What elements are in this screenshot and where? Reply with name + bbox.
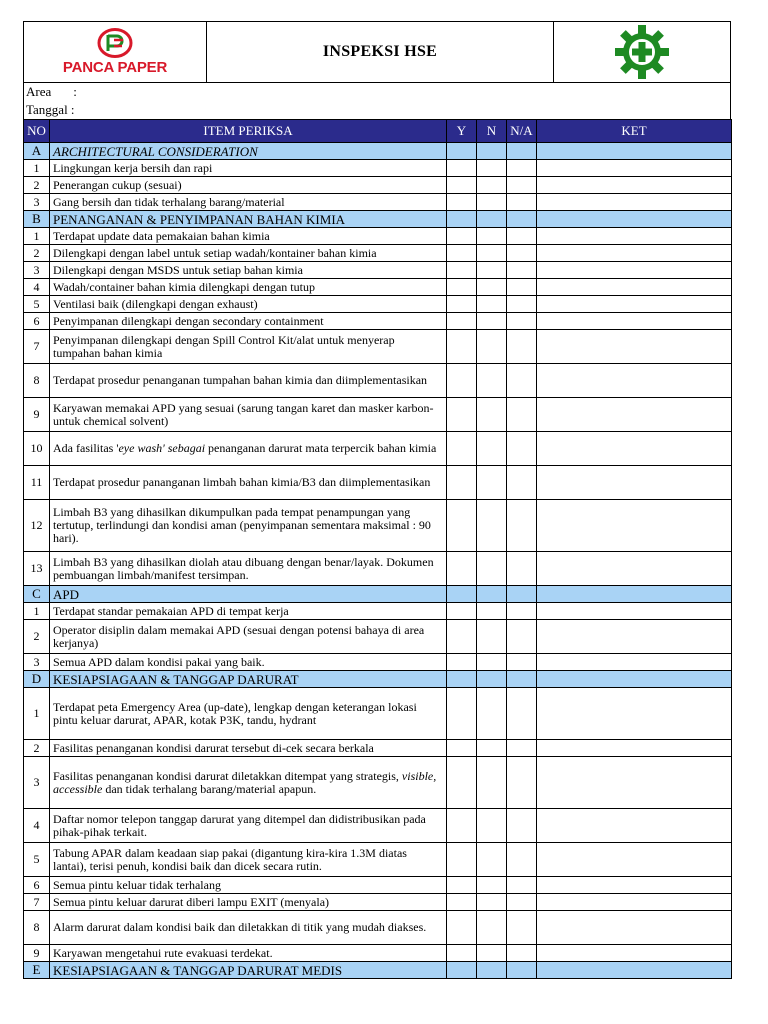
remarks-cell[interactable] xyxy=(537,364,732,398)
check-yes-cell[interactable] xyxy=(447,466,477,500)
check-na-cell[interactable] xyxy=(507,296,537,313)
table-row xyxy=(24,432,732,466)
item-number: 12 xyxy=(24,500,50,552)
check-na-cell[interactable] xyxy=(507,177,537,194)
check-na-cell[interactable] xyxy=(507,500,537,552)
check-no-cell[interactable] xyxy=(477,500,507,552)
section-cell-y xyxy=(447,211,477,228)
check-na-cell[interactable] xyxy=(507,330,537,364)
item-text: Semua APD dalam kondisi pakai yang baik. xyxy=(50,654,447,671)
item-text: Terdapat update data pemakaian bahan kimia xyxy=(50,228,447,245)
check-yes-cell[interactable] xyxy=(447,603,477,620)
table-row xyxy=(24,364,732,398)
item-number: 1 xyxy=(24,688,50,740)
check-no-cell[interactable] xyxy=(477,330,507,364)
check-no-cell[interactable] xyxy=(477,552,507,586)
remarks-cell[interactable] xyxy=(537,245,732,262)
section-cell-y xyxy=(447,143,477,160)
item-number: 13 xyxy=(24,552,50,586)
remarks-cell[interactable] xyxy=(537,279,732,296)
check-no-cell[interactable] xyxy=(477,911,507,945)
item-text-emphasis: visible, accessible xyxy=(53,768,437,796)
item-text xyxy=(50,757,447,809)
remarks-cell[interactable] xyxy=(537,603,732,620)
check-no-cell[interactable] xyxy=(477,432,507,466)
section-cell-na xyxy=(507,586,537,603)
section-cell-na xyxy=(507,211,537,228)
check-na-cell[interactable] xyxy=(507,552,537,586)
check-no-cell[interactable] xyxy=(477,296,507,313)
item-text xyxy=(50,432,447,466)
remarks-cell[interactable] xyxy=(537,228,732,245)
item-number: 9 xyxy=(24,398,50,432)
check-yes-cell[interactable] xyxy=(447,654,477,671)
item-text: Daftar nomor telepon tanggap darurat yang ditempel dan didistribusikan pada pihak-pihak terkait. xyxy=(50,809,447,843)
item-text-part: penanganan darurat mata terpercik bahan kimia xyxy=(205,441,437,455)
section-code: B xyxy=(24,211,50,228)
table-row xyxy=(24,654,732,671)
section-row xyxy=(24,143,732,160)
check-yes-cell[interactable] xyxy=(447,398,477,432)
check-na-cell[interactable] xyxy=(507,809,537,843)
item-text: Limbah B3 yang dihasilkan dikumpulkan pada tempat penampungan yang tertutup, terlindungi dan kondisi aman (penyimpanan sementara maksimal : 90 hari). xyxy=(50,500,447,552)
check-na-cell[interactable] xyxy=(507,398,537,432)
check-yes-cell[interactable] xyxy=(447,843,477,877)
check-yes-cell[interactable] xyxy=(447,552,477,586)
section-cell-n xyxy=(477,211,507,228)
item-text: Semua pintu keluar tidak terhalang xyxy=(50,877,447,894)
check-no-cell[interactable] xyxy=(477,228,507,245)
item-number: 5 xyxy=(24,296,50,313)
col-ket: KET xyxy=(537,120,732,143)
check-no-cell[interactable] xyxy=(477,843,507,877)
k3-safety-cross-gear-icon xyxy=(612,24,672,80)
section-code: E xyxy=(24,962,50,979)
table-row xyxy=(24,194,732,211)
item-number: 4 xyxy=(24,279,50,296)
item-text: Karyawan memakai APD yang sesuai (sarung tangan karet dan masker karbon-untuk chemical solvent) xyxy=(50,398,447,432)
section-code: A xyxy=(24,143,50,160)
check-yes-cell[interactable] xyxy=(447,894,477,911)
check-no-cell[interactable] xyxy=(477,466,507,500)
check-yes-cell[interactable] xyxy=(447,330,477,364)
check-yes-cell[interactable] xyxy=(447,177,477,194)
check-no-cell[interactable] xyxy=(477,177,507,194)
check-na-cell[interactable] xyxy=(507,228,537,245)
item-number: 8 xyxy=(24,911,50,945)
check-na-cell[interactable] xyxy=(507,262,537,279)
check-na-cell[interactable] xyxy=(507,466,537,500)
section-title: KESIAPSIAGAAN & TANGGAP DARURAT xyxy=(50,671,447,688)
table-row xyxy=(24,911,732,945)
section-row xyxy=(24,962,732,979)
check-yes-cell[interactable] xyxy=(447,432,477,466)
table-row xyxy=(24,160,732,177)
col-na: N/A xyxy=(507,120,537,143)
section-cell-ket xyxy=(537,671,732,688)
check-no-cell[interactable] xyxy=(477,364,507,398)
check-yes-cell[interactable] xyxy=(447,809,477,843)
safety-mark xyxy=(554,22,730,82)
item-number: 4 xyxy=(24,809,50,843)
item-number: 8 xyxy=(24,364,50,398)
check-na-cell[interactable] xyxy=(507,364,537,398)
section-cell-n xyxy=(477,143,507,160)
item-number: 3 xyxy=(24,194,50,211)
check-yes-cell[interactable] xyxy=(447,228,477,245)
check-no-cell[interactable] xyxy=(477,262,507,279)
table-row xyxy=(24,757,732,809)
section-row xyxy=(24,586,732,603)
check-yes-cell[interactable] xyxy=(447,194,477,211)
section-cell-ket xyxy=(537,586,732,603)
item-text: Tabung APAR dalam keadaan siap pakai (digantung kira-kira 1.3M diatas lantai), terisi penuh, kondisi baik dan dicek secara rutin. xyxy=(50,843,447,877)
item-number: 6 xyxy=(24,313,50,330)
section-cell-n xyxy=(477,586,507,603)
remarks-cell[interactable] xyxy=(537,160,732,177)
table-row xyxy=(24,296,732,313)
check-no-cell[interactable] xyxy=(477,688,507,740)
col-no: NO xyxy=(24,120,50,143)
item-text: Gang bersih dan tidak terhalang barang/material xyxy=(50,194,447,211)
table-row xyxy=(24,877,732,894)
item-number: 11 xyxy=(24,466,50,500)
check-na-cell[interactable] xyxy=(507,432,537,466)
remarks-cell[interactable] xyxy=(537,911,732,945)
item-text: Lingkungan kerja bersih dan rapi xyxy=(50,160,447,177)
remarks-cell[interactable] xyxy=(537,398,732,432)
check-no-cell[interactable] xyxy=(477,740,507,757)
date-label: Tanggal : xyxy=(26,102,75,117)
remarks-cell[interactable] xyxy=(537,894,732,911)
check-no-cell[interactable] xyxy=(477,194,507,211)
item-text: Karyawan mengetahui rute evakuasi terdekat. xyxy=(50,945,447,962)
check-yes-cell[interactable] xyxy=(447,740,477,757)
check-na-cell[interactable] xyxy=(507,945,537,962)
section-cell-n xyxy=(477,962,507,979)
item-number: 7 xyxy=(24,330,50,364)
check-yes-cell[interactable] xyxy=(447,279,477,296)
section-title: APD xyxy=(50,586,447,603)
item-text: Terdapat prosedur pananganan limbah bahan kimia/B3 dan diimplementasikan xyxy=(50,466,447,500)
check-no-cell[interactable] xyxy=(477,877,507,894)
remarks-cell[interactable] xyxy=(537,313,732,330)
form-title: INSPEKSI HSE xyxy=(207,22,554,82)
area-label: Area xyxy=(26,84,52,99)
check-no-cell[interactable] xyxy=(477,654,507,671)
check-na-cell[interactable] xyxy=(507,843,537,877)
item-number: 3 xyxy=(24,654,50,671)
date-line[interactable] xyxy=(26,101,730,119)
table-row xyxy=(24,620,732,654)
section-cell-ket xyxy=(537,211,732,228)
check-yes-cell[interactable] xyxy=(447,911,477,945)
area-colon: : xyxy=(73,84,77,99)
check-yes-cell[interactable] xyxy=(447,620,477,654)
item-text-part: Ada fasilitas ' xyxy=(53,441,119,455)
check-yes-cell[interactable] xyxy=(447,262,477,279)
remarks-cell[interactable] xyxy=(537,194,732,211)
company-logo xyxy=(24,22,207,82)
check-yes-cell[interactable] xyxy=(447,160,477,177)
col-y: Y xyxy=(447,120,477,143)
table-row xyxy=(24,843,732,877)
table-row xyxy=(24,398,732,432)
item-text: Alarm darurat dalam kondisi baik dan diletakkan di titik yang mudah diakses. xyxy=(50,911,447,945)
check-na-cell[interactable] xyxy=(507,245,537,262)
table-row xyxy=(24,500,732,552)
item-number: 10 xyxy=(24,432,50,466)
item-number: 5 xyxy=(24,843,50,877)
check-na-cell[interactable] xyxy=(507,620,537,654)
table-row xyxy=(24,228,732,245)
check-yes-cell[interactable] xyxy=(447,688,477,740)
remarks-cell[interactable] xyxy=(537,177,732,194)
section-cell-y xyxy=(447,962,477,979)
remarks-cell[interactable] xyxy=(537,620,732,654)
check-no-cell[interactable] xyxy=(477,279,507,296)
check-na-cell[interactable] xyxy=(507,603,537,620)
item-text: Operator disiplin dalam memakai APD (sesuai dengan potensi bahaya di area kerjanya) xyxy=(50,620,447,654)
remarks-cell[interactable] xyxy=(537,945,732,962)
section-title: KESIAPSIAGAAN & TANGGAP DARURAT MEDIS xyxy=(50,962,447,979)
table-row xyxy=(24,262,732,279)
section-cell-y xyxy=(447,671,477,688)
table-row xyxy=(24,177,732,194)
table-row xyxy=(24,552,732,586)
check-yes-cell[interactable] xyxy=(447,757,477,809)
inspection-sheet xyxy=(23,21,731,979)
item-text: Terdapat prosedur penanganan tumpahan bahan kimia dan diimplementasikan xyxy=(50,364,447,398)
remarks-cell[interactable] xyxy=(537,688,732,740)
remarks-cell[interactable] xyxy=(537,432,732,466)
check-na-cell[interactable] xyxy=(507,877,537,894)
item-text: Penerangan cukup (sesuai) xyxy=(50,177,447,194)
item-text: Limbah B3 yang dihasilkan diolah atau dibuang dengan benar/layak. Dokumen pembuangan limbah/manifest tersimpan. xyxy=(50,552,447,586)
brand-name: PANCA PAPER xyxy=(62,59,168,76)
item-text: Penyimpanan dilengkapi dengan Spill Control Kit/alat untuk menyerap tumpahan bahan kimia xyxy=(50,330,447,364)
item-number: 3 xyxy=(24,262,50,279)
check-yes-cell[interactable] xyxy=(447,877,477,894)
table-row xyxy=(24,809,732,843)
check-no-cell[interactable] xyxy=(477,757,507,809)
section-cell-na xyxy=(507,962,537,979)
remarks-cell[interactable] xyxy=(537,757,732,809)
check-na-cell[interactable] xyxy=(507,654,537,671)
check-na-cell[interactable] xyxy=(507,757,537,809)
table-row xyxy=(24,313,732,330)
remarks-cell[interactable] xyxy=(537,877,732,894)
item-number: 1 xyxy=(24,228,50,245)
check-no-cell[interactable] xyxy=(477,945,507,962)
item-number: 3 xyxy=(24,757,50,809)
item-number: 2 xyxy=(24,177,50,194)
item-number: 6 xyxy=(24,877,50,894)
table-header-row xyxy=(24,120,732,143)
check-yes-cell[interactable] xyxy=(447,945,477,962)
remarks-cell[interactable] xyxy=(537,809,732,843)
remarks-cell[interactable] xyxy=(537,654,732,671)
item-text-part: Fasilitas penanganan kondisi darurat diletakkan ditempat yang strategis, xyxy=(53,768,402,783)
table-row xyxy=(24,945,732,962)
section-code: D xyxy=(24,671,50,688)
item-number: 2 xyxy=(24,620,50,654)
item-text: Terdapat peta Emergency Area (up-date), lengkap dengan keterangan lokasi pintu keluar darurat, APAR, kotak P3K, tandu, hydrant xyxy=(50,688,447,740)
section-cell-na xyxy=(507,671,537,688)
item-text: Terdapat standar pemakaian APD di tempat kerja xyxy=(50,603,447,620)
check-na-cell[interactable] xyxy=(507,911,537,945)
remarks-cell[interactable] xyxy=(537,466,732,500)
check-no-cell[interactable] xyxy=(477,603,507,620)
col-item: ITEM PERIKSA xyxy=(50,120,447,143)
item-text: Dilengkapi dengan MSDS untuk setiap bahan kimia xyxy=(50,262,447,279)
table-row xyxy=(24,740,732,757)
check-yes-cell[interactable] xyxy=(447,364,477,398)
remarks-cell[interactable] xyxy=(537,552,732,586)
item-number: 7 xyxy=(24,894,50,911)
panca-paper-logo-icon xyxy=(96,28,134,58)
section-cell-n xyxy=(477,671,507,688)
check-no-cell[interactable] xyxy=(477,620,507,654)
item-text: Wadah/container bahan kimia dilengkapi dengan tutup xyxy=(50,279,447,296)
remarks-cell[interactable] xyxy=(537,296,732,313)
table-row xyxy=(24,466,732,500)
item-number: 2 xyxy=(24,245,50,262)
item-text: Fasilitas penanganan kondisi darurat tersebut di-cek secara berkala xyxy=(50,740,447,757)
check-na-cell[interactable] xyxy=(507,313,537,330)
remarks-cell[interactable] xyxy=(537,262,732,279)
item-text-emphasis: eye wash' sebagai xyxy=(118,441,206,455)
col-n: N xyxy=(477,120,507,143)
table-row xyxy=(24,894,732,911)
check-no-cell[interactable] xyxy=(477,894,507,911)
section-row xyxy=(24,671,732,688)
check-no-cell[interactable] xyxy=(477,809,507,843)
check-yes-cell[interactable] xyxy=(447,500,477,552)
section-cell-y xyxy=(447,586,477,603)
item-number: 1 xyxy=(24,160,50,177)
check-na-cell[interactable] xyxy=(507,279,537,296)
table-row xyxy=(24,279,732,296)
item-text-part: dan tidak terhalang barang/material apapun. xyxy=(102,781,317,796)
remarks-cell[interactable] xyxy=(537,740,732,757)
check-yes-cell[interactable] xyxy=(447,245,477,262)
check-no-cell[interactable] xyxy=(477,398,507,432)
table-row xyxy=(24,330,732,364)
table-row xyxy=(24,603,732,620)
section-code: C xyxy=(24,586,50,603)
check-no-cell[interactable] xyxy=(477,245,507,262)
item-number: 9 xyxy=(24,945,50,962)
check-na-cell[interactable] xyxy=(507,894,537,911)
section-cell-na xyxy=(507,143,537,160)
form-header xyxy=(23,21,731,83)
check-yes-cell[interactable] xyxy=(447,296,477,313)
section-cell-ket xyxy=(537,962,732,979)
section-cell-ket xyxy=(537,143,732,160)
section-row xyxy=(24,211,732,228)
check-na-cell[interactable] xyxy=(507,160,537,177)
area-line[interactable] xyxy=(26,83,730,101)
item-text: Dilengkapi dengan label untuk setiap wadah/kontainer bahan kimia xyxy=(50,245,447,262)
item-text: Ventilasi baik (dilengkapi dengan exhaust) xyxy=(50,296,447,313)
check-no-cell[interactable] xyxy=(477,313,507,330)
item-number: 1 xyxy=(24,603,50,620)
remarks-cell[interactable] xyxy=(537,500,732,552)
table-row xyxy=(24,245,732,262)
item-text: Penyimpanan dilengkapi dengan secondary containment xyxy=(50,313,447,330)
section-title: ARCHITECTURAL CONSIDERATION xyxy=(50,143,447,160)
section-title: PENANGANAN & PENYIMPANAN BAHAN KIMIA xyxy=(50,211,447,228)
check-yes-cell[interactable] xyxy=(447,313,477,330)
item-number: 2 xyxy=(24,740,50,757)
checklist-table xyxy=(23,119,732,979)
remarks-cell[interactable] xyxy=(537,843,732,877)
remarks-cell[interactable] xyxy=(537,330,732,364)
table-row xyxy=(24,688,732,740)
form-meta xyxy=(23,83,731,119)
check-na-cell[interactable] xyxy=(507,740,537,757)
check-na-cell[interactable] xyxy=(507,194,537,211)
check-no-cell[interactable] xyxy=(477,160,507,177)
check-na-cell[interactable] xyxy=(507,688,537,740)
item-text: Semua pintu keluar darurat diberi lampu EXIT (menyala) xyxy=(50,894,447,911)
